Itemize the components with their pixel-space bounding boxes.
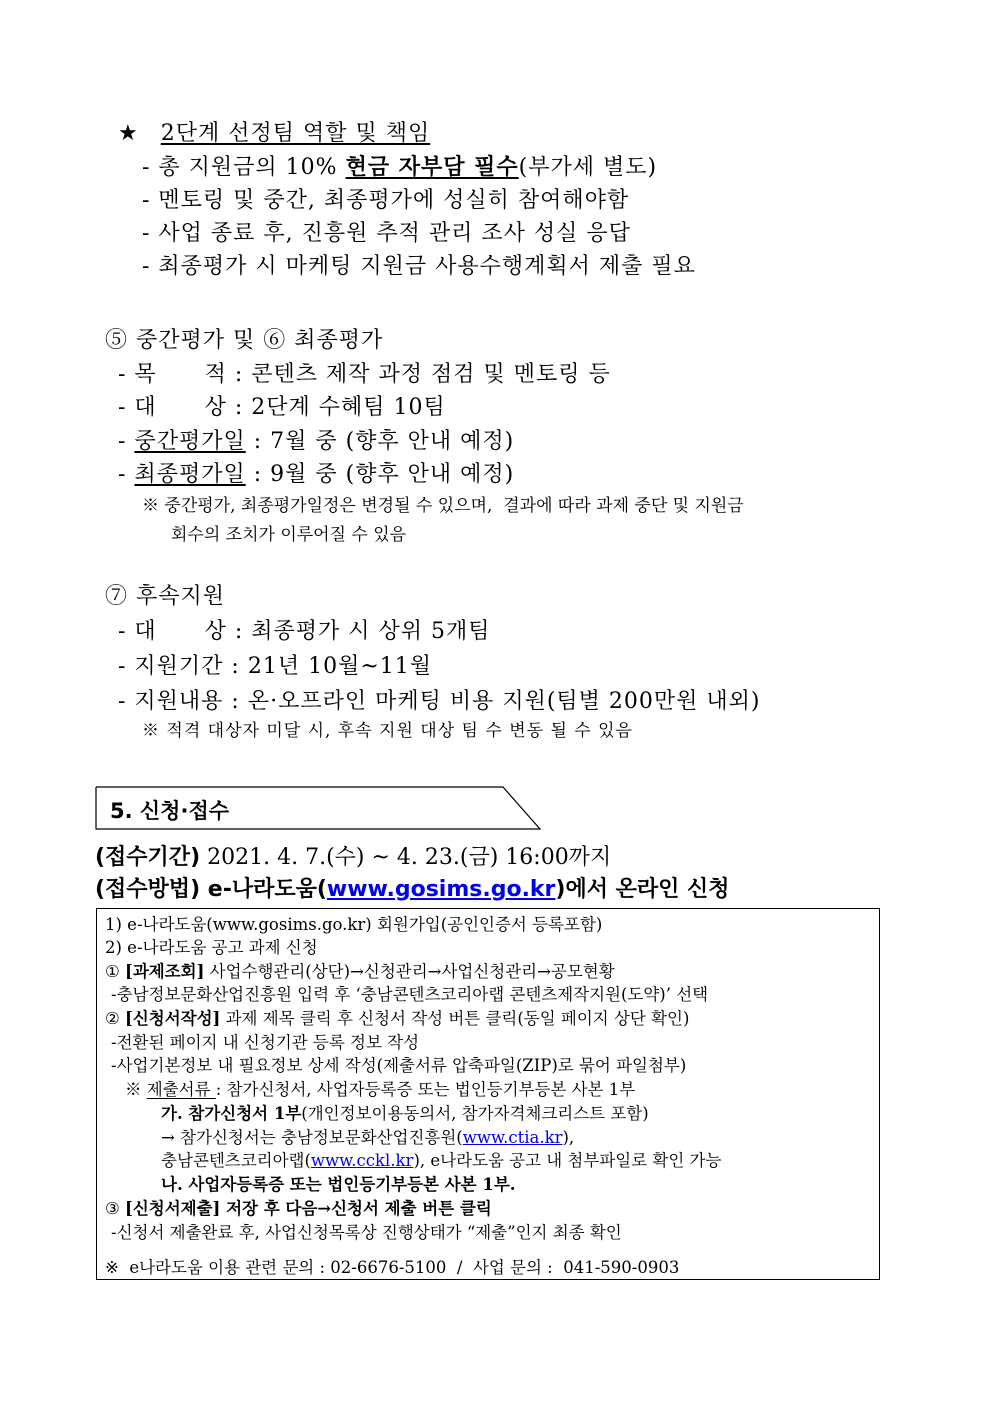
ctia-link[interactable]: www.ctia.kr: [462, 1128, 563, 1147]
evaluation-mid-date: - 중간평가일 : 7월 중 (향후 안내 예정): [118, 429, 515, 454]
box-line-7: -사업기본정보 내 필요정보 상세 작성(제출서류 압축파일(ZIP)로 묶어 파일첨부): [111, 1056, 687, 1075]
box-line-10: → 참가신청서는 충남정보문화산업진흥원(www.ctia.kr),: [161, 1128, 575, 1147]
section-title: 5. 신청·접수: [110, 799, 230, 823]
box-line-14: -신청서 제출완료 후, 사업신청목록상 진행상태가 “제출”인지 최종 확인: [111, 1223, 622, 1242]
apply-period-value: 2021. 4. 7.(수) ~ 4. 23.(금) 16:00까지: [200, 845, 612, 870]
box-line-1: 1) e-나라도움(www.gosims.go.kr) 회원가입(공인인증서 등록포함): [105, 915, 603, 934]
evaluation-purpose: - 목 적 : 콘텐츠 제작 과정 점검 및 멘토링 등: [118, 362, 611, 387]
apply-period: [95, 840, 611, 871]
box-contact: ※ e나라도움 이용 관련 문의 : 02-6676-5100 / 사업 문의 : 041-590-0903: [105, 1258, 680, 1277]
box-line-2: 2) e-나라도움 공고 과제 신청: [105, 938, 318, 957]
box-line-9: 가. 참가신청서 1부(개인정보이용동의서, 참가자격체크리스트 포함): [161, 1104, 649, 1123]
stage2-item-2: - 멘토링 및 중간, 최종평가에 성실히 참여해야함: [142, 188, 630, 213]
star-icon: ★: [118, 121, 139, 146]
stage2-title: [118, 116, 430, 147]
box-line-3: ① [과제조회] 사업수행관리(상단)→신청관리→사업신청관리→공모현황: [105, 962, 615, 981]
box-line-12: 나. 사업자등록증 또는 법인등기부등본 사본 1부.: [161, 1175, 516, 1194]
evaluation-note-cont: 회수의 조치가 이루어질 수 있음: [171, 525, 407, 545]
stage2-item-3: - 사업 종료 후, 진흥원 추적 관리 조사 성실 응답: [142, 221, 631, 246]
cckl-link[interactable]: www.cckl.kr: [310, 1151, 414, 1170]
followup-note: ※ 적격 대상자 미달 시, 후속 지원 대상 팀 수 변동 될 수 있음: [142, 721, 633, 741]
self-pay-emphasis: 현금 자부담 필수: [345, 154, 519, 180]
box-line-13: ③ [신청서제출] 저장 후 다음→신청서 제출 버튼 클릭: [105, 1199, 492, 1218]
followup-period: - 지원기간 : 21년 10월~11월: [118, 654, 432, 679]
box-line-4: -충남정보문화산업진흥원 입력 후 ‘충남콘텐츠코리아랩 콘텐츠제작지원(도약)’ 선택: [111, 985, 709, 1004]
box-line-8: ※ 제출서류 : 참가신청서, 사업자등록증 또는 법인등기부등본 사본 1부: [125, 1080, 636, 1099]
stage2-item-1: - 총 지원금의 10% 현금 자부담 필수(부가세 별도): [142, 154, 658, 180]
box-line-6: -전환된 페이지 내 신청기관 등록 정보 작성: [111, 1033, 420, 1052]
box-line-5: ② [신청서작성] 과제 제목 클릭 후 신청서 작성 버튼 클릭(동일 페이지 상단 확인): [105, 1009, 690, 1028]
gosims-link[interactable]: www.gosims.go.kr: [326, 877, 556, 902]
box-line-11: 충남콘텐츠코리아랩(www.cckl.kr), e나라도움 공고 내 첨부파일로 확인 가능: [161, 1151, 722, 1170]
evaluation-note: ※ 중간평가, 최종평가일정은 변경될 수 있으며, 결과에 따라 과제 중단 및 지원금: [142, 496, 744, 516]
evaluation-title: ⑤ 중간평가 및 ⑥ 최종평가: [105, 328, 384, 353]
stage2-title-text: 2단계 선정팀 역할 및 책임: [160, 121, 431, 146]
stage2-item-4: - 최종평가 시 마케팅 지원금 사용수행계획서 제출 필요: [142, 254, 696, 279]
followup-content: - 지원내용 : 온·오프라인 마케팅 비용 지원(팀별 200만원 내외): [118, 689, 761, 714]
evaluation-target: - 대 상 : 2단계 수혜팀 10팀: [118, 395, 446, 420]
followup-target: - 대 상 : 최종평가 시 상위 5개팀: [118, 619, 491, 644]
apply-method: (접수방법) e-나라도움(www.gosims.go.kr)에서 온라인 신청: [95, 877, 730, 902]
evaluation-final-date: - 최종평가일 : 9월 중 (향후 안내 예정): [118, 462, 515, 487]
apply-period-label: (접수기간): [95, 845, 201, 870]
followup-title: ⑦ 후속지원: [105, 584, 226, 609]
application-steps-box: [96, 908, 880, 1280]
